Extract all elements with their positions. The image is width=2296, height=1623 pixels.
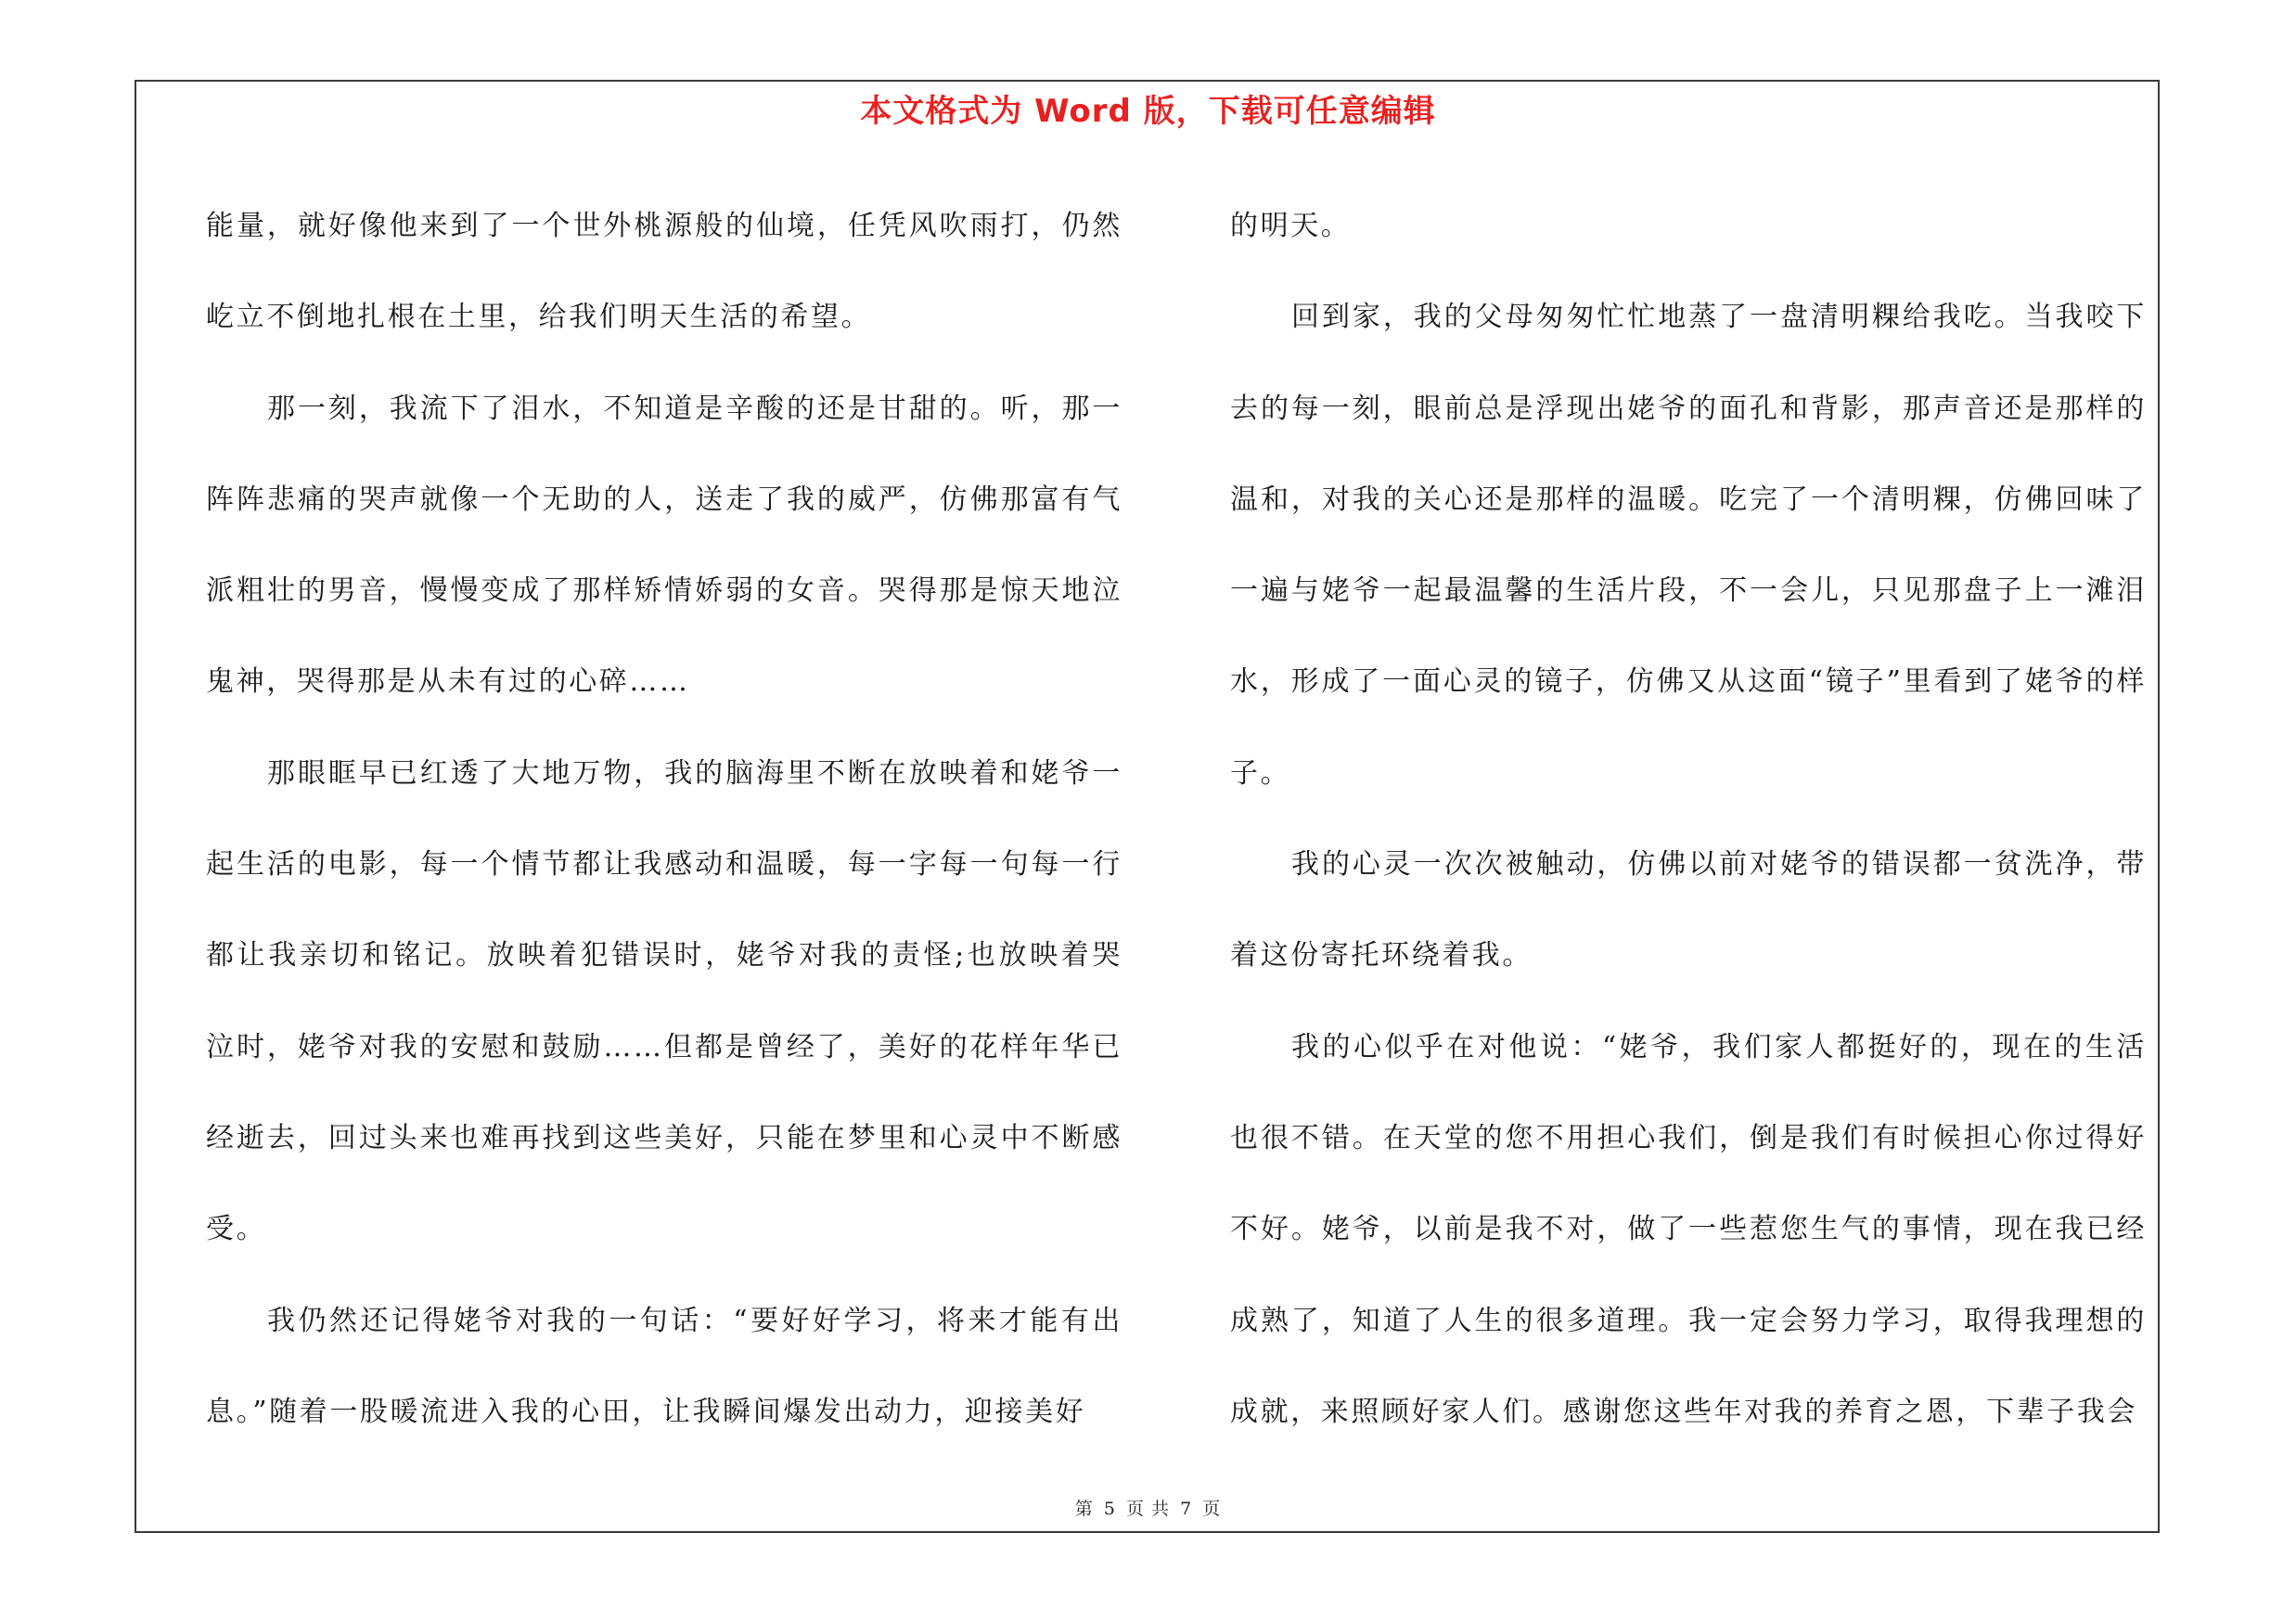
paragraph: 那眼眶早已红透了大地万物，我的脑海里不断在放映着和姥爷一起生活的电影，每一个情节都让我感动和温暖，每一字每一句每一行都让我亲切和铭记。放映着犯错误时，姥爷对我的责怪;也放映着哭泣时，姥爷对我的安慰和鼓励……但都是曾经了，美好的花样年华已经逝去，回过头来也难再找到这些美好，只能在梦里和心灵中不断感受。 bbox=[206, 756, 1122, 1246]
paragraph: 的明天。 bbox=[1230, 210, 1352, 242]
left-column bbox=[206, 181, 1122, 1458]
footer-prefix: 第 bbox=[1074, 1499, 1094, 1519]
footer-suffix: 页 bbox=[1202, 1499, 1222, 1519]
paragraph: 我的心似乎在对他说：“姥爷，我们家人都挺好的，现在的生活也很不错。在天堂的您不用担心我们，倒是我们有时候担心你过得好不好。姥爷，以前是我不对，做了一些惹您生气的事情，现在我已经成熟了，知道了人生的很多道理。我一定会努力学习，取得我理想的成就，来照顾好家人们。感谢您这些年对我的养育之恩，下辈子我会 bbox=[1230, 1030, 2147, 1428]
right-column bbox=[1230, 181, 2147, 1458]
paragraph: 那一刻，我流下了泪水，不知道是辛酸的还是甘甜的。听，那一阵阵悲痛的哭声就像一个无助的人，送走了我的威严，仿佛那富有气派粗壮的男音，慢慢变成了那样矫情娇弱的女音。哭得那是惊天地泣鬼神，哭得那是从未有过的心碎…… bbox=[206, 392, 1122, 699]
page-footer bbox=[0, 1495, 2296, 1520]
footer-mid: 页 共 bbox=[1125, 1499, 1171, 1519]
format-banner: 本文格式为 Word 版，下载可任意编辑 bbox=[860, 93, 1436, 130]
current-page-number: 5 bbox=[1103, 1499, 1116, 1519]
total-page-count: 7 bbox=[1180, 1499, 1193, 1519]
paragraph: 能量，就好像他来到了一个世外桃源般的仙境，任凭风吹雨打，仍然屹立不倒地扎根在土里，给我们明天生活的希望。 bbox=[206, 210, 1122, 334]
paragraph: 回到家，我的父母匆匆忙忙地蒸了一盘清明粿给我吃。当我咬下去的每一刻，眼前总是浮现出姥爷的面孔和背影，那声音还是那样的温和，对我的关心还是那样的温暖。吃完了一个清明粿，仿佛回味了一遍与姥爷一起最温馨的生活片段，不一会儿，只见那盘子上一滩泪水，形成了一面心灵的镜子，仿佛又从这面“镜子”里看到了姥爷的样子。 bbox=[1230, 301, 2147, 790]
paragraph: 我仍然还记得姥爷对我的一句话：“要好好学习，将来才能有出息。”随着一股暖流进入我的心田，让我瞬间爆发出动力，迎接美好 bbox=[206, 1304, 1122, 1428]
paragraph: 我的心灵一次次被触动，仿佛以前对姥爷的错误都一贫洗净，带着这份寄托环绕着我。 bbox=[1230, 848, 2147, 973]
